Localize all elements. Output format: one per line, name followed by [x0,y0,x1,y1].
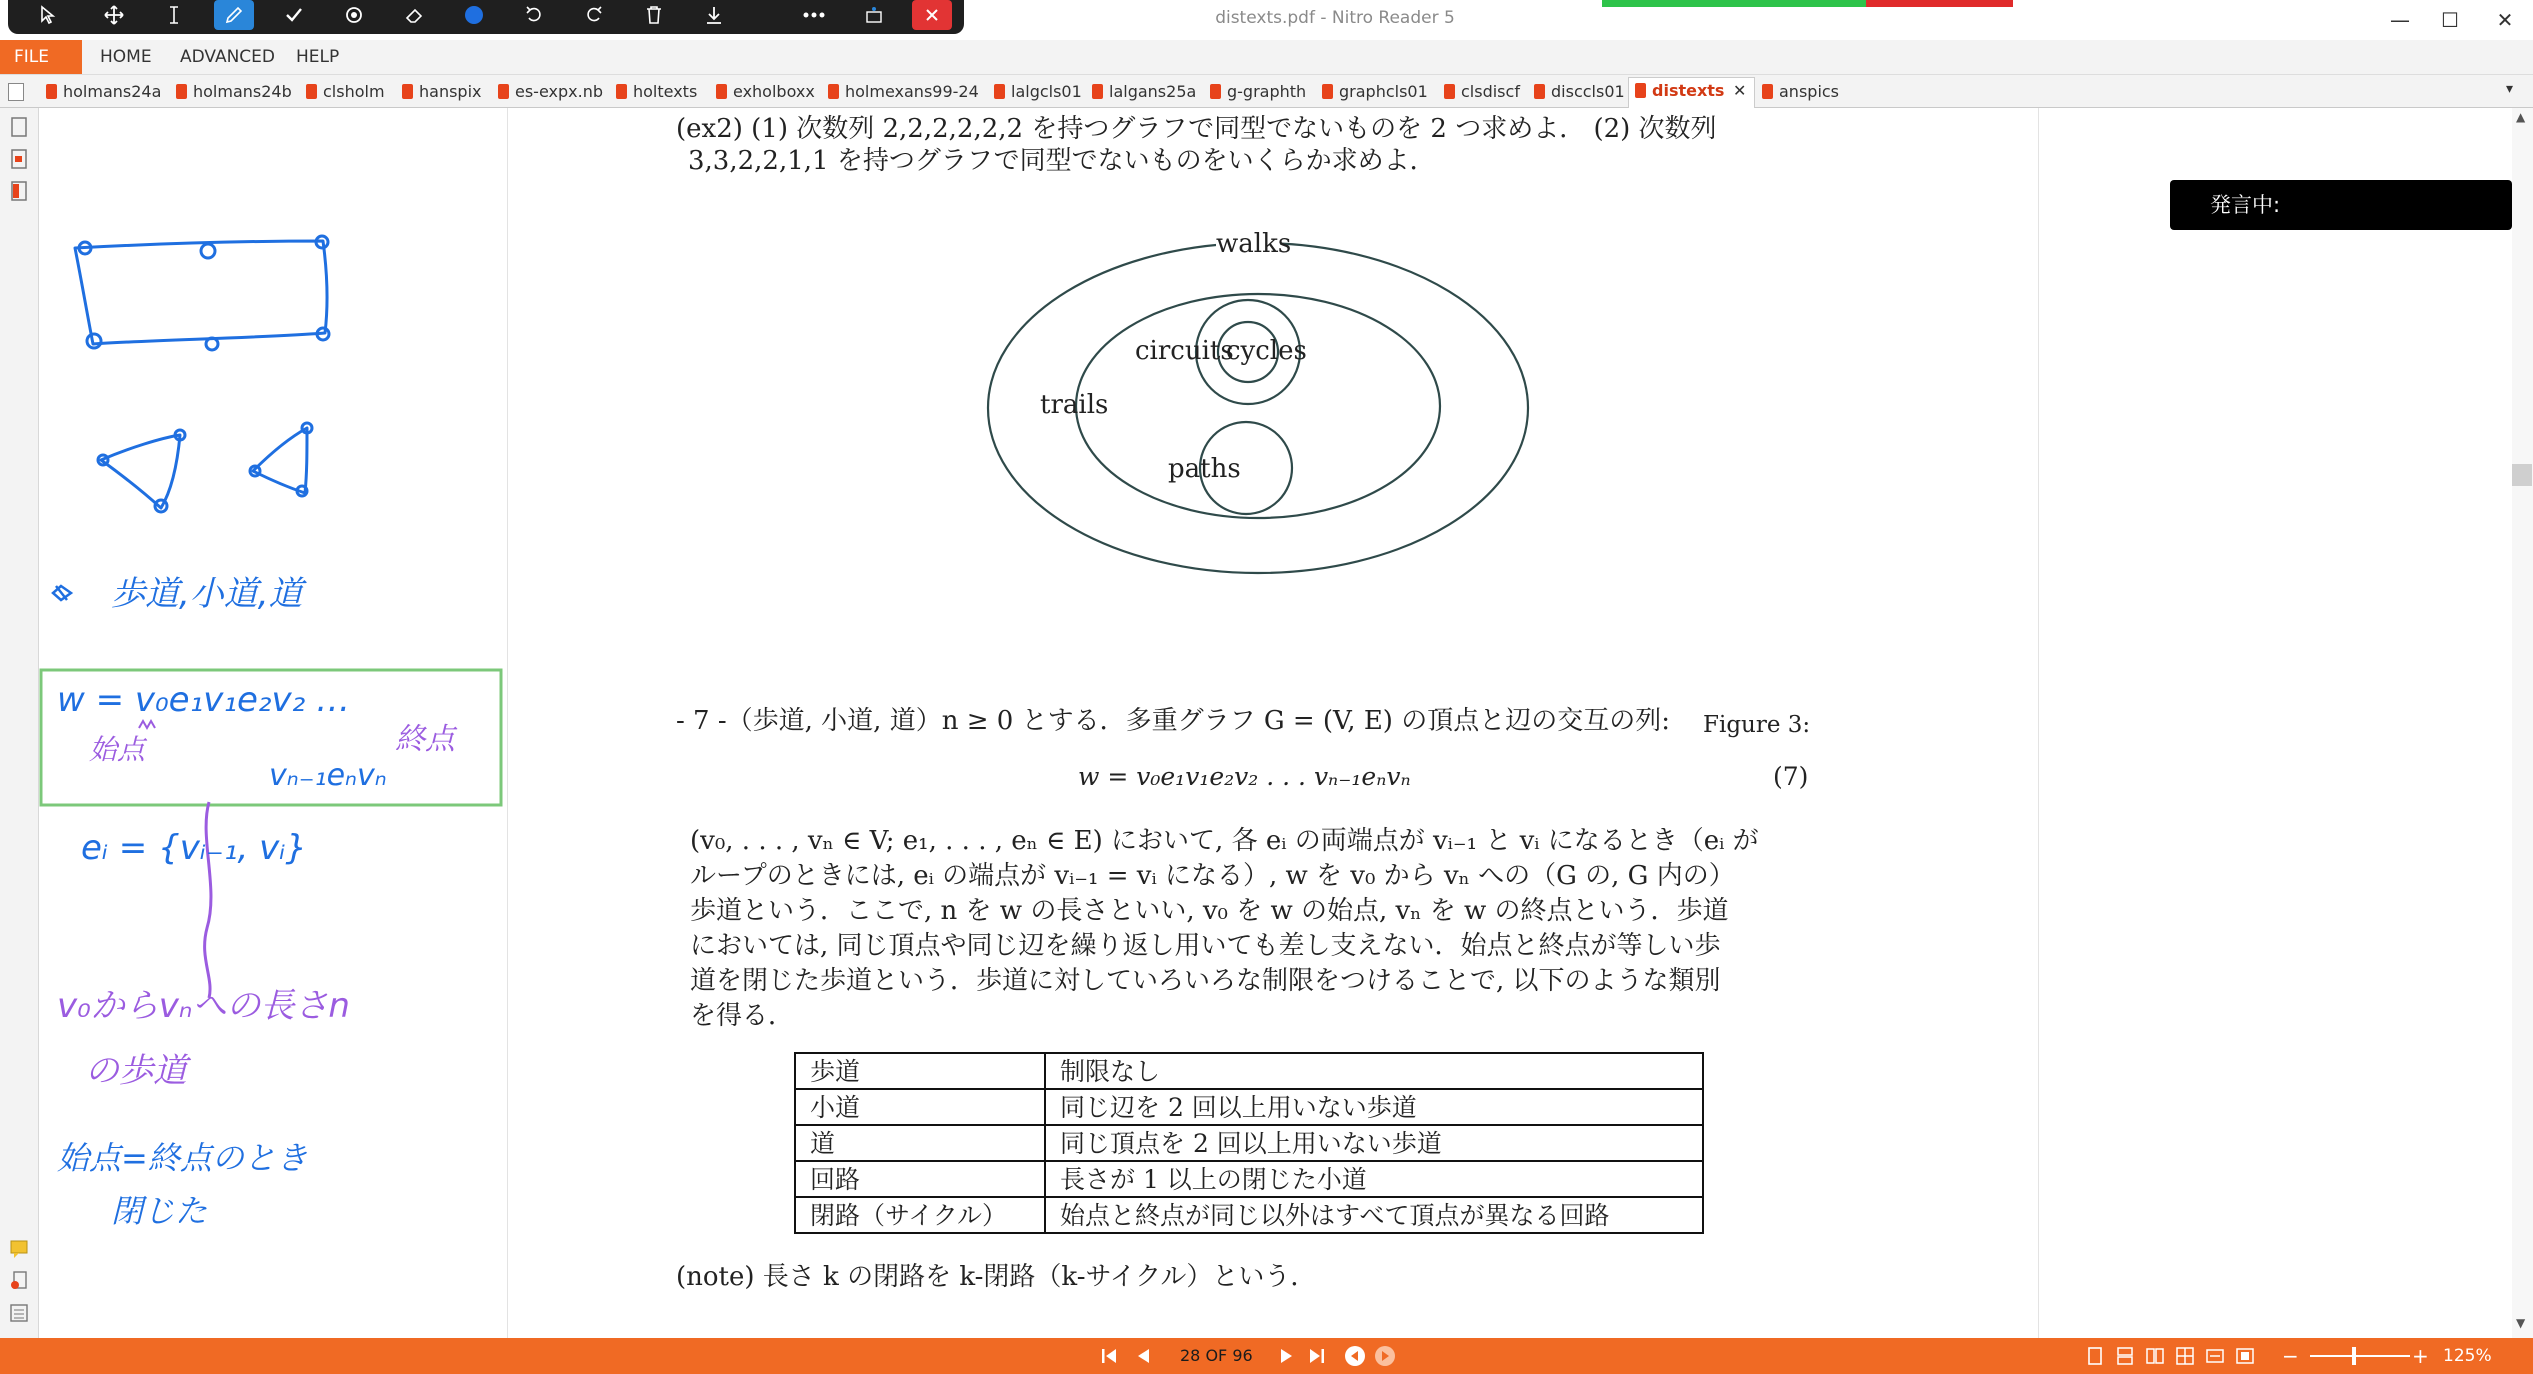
tab-holmans24a[interactable]: holmans24a [46,79,161,105]
definition-line: - 7 -（歩道, 小道, 道）n ≥ 0 とする．多重グラフ G = (V, E) の頂点と辺の交互の列: [676,706,1670,736]
note-edge-formula: eᵢ = {vᵢ₋₁, vᵢ} [81,828,307,868]
bookmarks-icon[interactable] [8,148,30,170]
facing-continuous-view-icon[interactable] [2176,1347,2194,1365]
paragraph-line-3: 歩道という．ここで, n を w の長さといい, v₀ を w の始点, vₙ を w の終点という．歩道 [690,896,1729,926]
zoom-level[interactable]: 125% [2443,1346,2492,1366]
zoom-in-icon[interactable]: + [2412,1344,2429,1368]
note-line-1: 歩道,小道,道 [111,574,303,614]
paragraph-line-1: (v₀, . . . , vₙ ∈ V; e₁, . . . , eₙ ∈ E) において, 各 eᵢ の両端点が vᵢ₋₁ と vᵢ になるとき（eᵢ が [690,826,1759,856]
document-tab-strip [0,75,2533,108]
menu-advanced[interactable]: ADVANCED [180,47,276,67]
sketch-cycle-graph [75,236,329,350]
minimize-button[interactable]: — [2390,8,2410,32]
scroll-up-icon[interactable]: ▲ [2516,110,2526,124]
note-length-n: v₀からvₙへの長さn [57,986,350,1026]
paragraph-line-5: 道を閉じた歩道という．歩道に対していろいろな制限をつけることで, 以下のような類別 [690,966,1721,996]
label-walks: walks [1216,229,1292,259]
close-tab-icon[interactable]: ✕ [1733,81,1747,100]
pdf-icon [1322,84,1333,99]
menu-file[interactable]: FILE [0,40,82,74]
window-title: distexts.pdf - Nitro Reader 5 [1215,8,1455,28]
facing-view-icon[interactable] [2146,1347,2164,1365]
left-sidebar-rail [0,108,39,1338]
table-row: 歩道 制限なし [795,1053,1703,1089]
table-row: 閉路（サイクル） 始点と終点が同じ以外はすべて頂点が異なる回路 [795,1197,1703,1233]
pdf-icon [716,84,727,99]
undo-icon[interactable] [514,0,554,30]
first-page-icon[interactable] [1100,1347,1118,1365]
bullet-mark-icon [53,586,71,600]
more-options-icon[interactable] [794,0,834,30]
tab-exholboxx[interactable]: exholboxx [716,79,815,105]
eraser-icon[interactable] [394,0,434,30]
note-walk-word: の歩道 [85,1051,187,1091]
tab-g-graphth[interactable]: g-graphth [1210,79,1306,105]
previous-page-icon[interactable] [1134,1347,1152,1365]
pointer-icon[interactable] [28,0,68,30]
pdf-icon [1210,84,1221,99]
note-start-label: 始点 [89,733,146,766]
label-trails: trails [1040,390,1109,420]
exercise-line-2: 3,3,2,2,1,1 を持つグラフで同型でないものをいくらか求めよ． [688,146,1436,176]
next-page-icon[interactable] [1278,1347,1296,1365]
pdf-icon [498,84,509,99]
walk-classification-table [794,1052,1704,1234]
pdf-icon [306,84,317,99]
tab-hanspix[interactable]: hanspix [402,79,482,105]
tab-holmexans99-24[interactable]: holmexans99-24 [828,79,979,105]
download-icon[interactable] [694,0,734,30]
pdf-icon [1092,84,1103,99]
forward-view-icon[interactable] [1374,1345,1396,1367]
presentation-indicator-red [1866,0,2013,7]
tab-distexts[interactable]: distexts ✕ [1628,77,1755,108]
tab-clsholm[interactable]: clsholm [306,79,385,105]
tab-lalgcls01[interactable]: lalgcls01 [994,79,1082,105]
tab-anspics[interactable]: anspics [1762,79,1839,105]
note-walk-formula: w = v₀e₁v₁e₂v₂ … [57,680,351,720]
annotation-toolbar [8,0,964,34]
tab-lalgans25a[interactable]: lalgans25a [1092,79,1196,105]
paragraph-line-6: を得る． [690,1001,795,1031]
note-end-label: 終点 [395,722,455,757]
status-bar [0,1338,2533,1374]
move-icon[interactable] [94,0,134,30]
page-thumbnails-icon[interactable] [8,116,30,138]
text-cursor-icon[interactable] [154,0,194,30]
note-line: (note) 長さ k の閉路を k-閉路（k-サイクル）という． [676,1262,1317,1292]
paragraph-line-4: においては, 同じ頂点や同じ辺を繰り返し用いても差し支えない．始点と終点が等しい歩 [690,931,1721,961]
back-view-icon[interactable] [1344,1345,1366,1367]
color-picker-icon[interactable] [454,0,494,30]
close-window-button[interactable]: ✕ [2496,8,2514,32]
note-closed-word: 閉じた [111,1192,208,1230]
signatures-icon[interactable] [8,1270,30,1292]
laser-pointer-icon[interactable] [334,0,374,30]
menu-home[interactable]: HOME [100,47,152,67]
fit-page-icon[interactable] [2236,1347,2254,1365]
pdf-icon [828,84,839,99]
pdf-icon [616,84,627,99]
right-margin-panel [2038,108,2519,1338]
speaking-indicator: 発言中: [2170,180,2512,230]
exercise-line-1: (ex2) (1) 次数列 2,2,2,2,2,2 を持つグラフで同型でないものを 2 つ求めよ． (2) 次数列 [676,114,1717,144]
close-toolbar-icon[interactable] [912,0,952,30]
pdf-icon [1534,84,1545,99]
tab-holmans24b[interactable]: holmans24b [176,79,292,105]
note-closed-condition: 始点=終点のとき [57,1139,308,1177]
pdf-icon [46,84,57,99]
pdf-icon [1762,84,1773,99]
label-cycles: cycles [1226,336,1307,366]
equation-number: (7) [1773,762,1809,791]
paragraph-line-2: ループのときには, eᵢ の端点が vᵢ₋₁ = vᵢ になる）, w を v₀ から vₙ への（G の, G 内の） [690,861,1735,891]
label-circuits: circuits [1135,336,1234,366]
table-row: 回路 長さが 1 以上の閉じた小道 [795,1161,1703,1197]
maximize-button[interactable]: ☐ [2441,8,2459,32]
scroll-down-icon[interactable]: ▼ [2516,1316,2526,1330]
page-indicator[interactable]: 28 OF 96 [1180,1346,1253,1365]
continuous-view-icon[interactable] [2116,1347,2134,1365]
pdf-icon [1444,84,1455,99]
trails-ellipse [1076,294,1440,518]
pen-icon[interactable] [214,0,254,30]
pdf-icon [1635,83,1646,98]
underline-squiggle [139,721,155,728]
tab-holtexts[interactable]: holtexts [616,79,697,105]
tab-disccls01[interactable]: disccls01 [1534,79,1625,105]
output-icon[interactable] [8,1302,30,1324]
zoom-slider[interactable] [2310,1355,2410,1357]
sketch-triangle-graphs [98,423,312,512]
table-row: 小道 同じ辺を 2 回以上用いない歩道 [795,1089,1703,1125]
last-page-icon[interactable] [1308,1347,1326,1365]
checkmark-icon[interactable] [274,0,314,30]
vertical-scrollbar[interactable] [2512,108,2533,1338]
pdf-page [508,108,2038,1338]
tab-clsdiscf[interactable]: clsdiscf [1444,79,1520,105]
redo-icon[interactable] [574,0,614,30]
tab-graphcls01[interactable]: graphcls01 [1322,79,1428,105]
tab-overflow-chevron-icon[interactable]: ▾ [2506,81,2514,97]
ribbon-menu [0,40,2533,75]
walk-equation: w = v₀e₁v₁e₂v₂ . . . vₙ₋₁eₙvₙ [1078,762,1411,791]
pdf-icon [176,84,187,99]
screen-capture-icon[interactable] [854,0,894,30]
figure-caption: Figure 3: [1703,712,1811,738]
table-row: 道 同じ頂点を 2 回以上用いない歩道 [795,1125,1703,1161]
scrollbar-thumb[interactable] [2512,464,2532,486]
attachments-icon[interactable] [8,180,30,202]
pdf-icon [402,84,413,99]
menu-help[interactable]: HELP [296,47,340,67]
note-walk-tail: vₙ₋₁eₙvₙ [269,758,387,793]
zoom-out-icon[interactable]: − [2282,1344,2299,1368]
zoom-slider-thumb[interactable] [2352,1347,2356,1365]
fit-width-icon[interactable] [2206,1347,2224,1365]
handwritten-notes-panel[interactable] [39,108,508,1338]
pdf-icon [994,84,1005,99]
single-page-view-icon[interactable] [2086,1347,2104,1365]
tab-es-expx[interactable]: es-expx.nb [498,79,603,105]
trash-icon[interactable] [634,0,674,30]
presentation-indicator-green [1602,0,1866,7]
comments-icon[interactable] [8,1238,30,1260]
tab-list-icon[interactable] [8,83,24,101]
label-paths: paths [1168,454,1241,484]
